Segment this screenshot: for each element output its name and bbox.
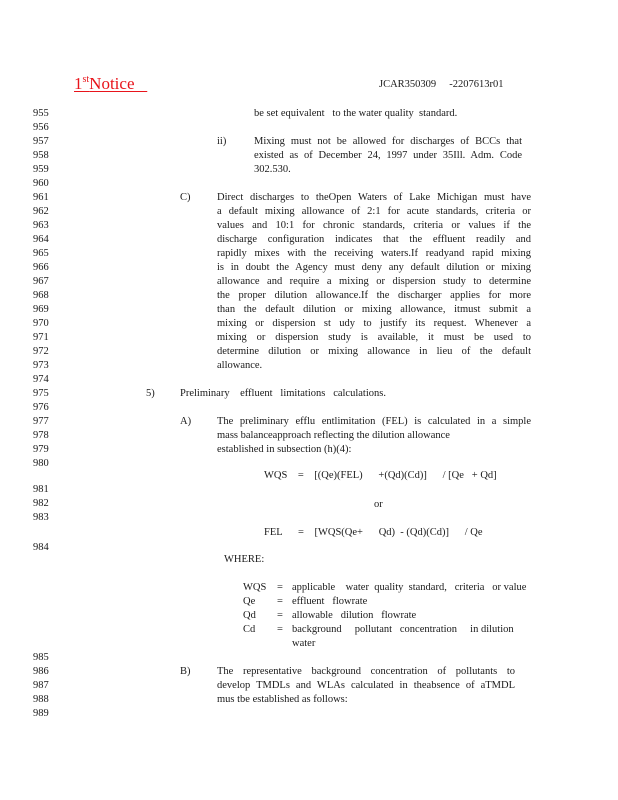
- line-number: 988: [33, 694, 49, 705]
- line-number: 968: [33, 290, 49, 301]
- section-heading: Preliminary effluent limitations calculations.: [180, 388, 386, 399]
- line-number: 955: [33, 108, 49, 119]
- line-number: 989: [33, 708, 49, 719]
- item-ii-line: existed as of December 24, 1997 under 35Ill. Adm. Code: [254, 150, 522, 161]
- line-number: 965: [33, 248, 49, 259]
- definition-text: applicable water quality standard, criteria or value: [292, 582, 527, 593]
- line-number: 964: [33, 234, 49, 245]
- definition-equals: =: [277, 610, 283, 621]
- item-c-line: mixing or dispersion study is available, it must be used to: [217, 332, 531, 343]
- continuation-text: be set equivalent to the water quality standard.: [254, 108, 458, 119]
- item-label-b: B): [180, 666, 191, 677]
- line-number: 956: [33, 122, 49, 133]
- item-c-line: a default mixing allowance of 2:1 for acute standards, criteria or: [217, 206, 531, 217]
- equation-fel: FEL = [WQS(Qe+ Qd) - (Qd)(Cd)] / Qe: [264, 527, 483, 538]
- item-ii-text: [254, 135, 522, 177]
- item-c-line: discharge configuration indicates that the effluent readily and: [217, 234, 531, 245]
- line-number: 960: [33, 178, 49, 189]
- line-number: 977: [33, 416, 49, 427]
- line-number: 975: [33, 388, 49, 399]
- item-b-line: mus tbe established as follows:: [217, 694, 348, 705]
- definition-symbol: WQS: [243, 582, 267, 593]
- line-number: 973: [33, 360, 49, 371]
- item-label-5: 5): [146, 388, 155, 399]
- line-number: 984: [33, 542, 49, 553]
- item-a-line: The preliminary efflu entlimitation (FEL) is calculated in a simple: [217, 416, 531, 427]
- line-number: 962: [33, 206, 49, 217]
- item-c-line: the proper dilution allowance.If the discharger applies for more: [217, 290, 531, 301]
- definition-text: background pollutant concentration in dilution: [292, 624, 514, 635]
- line-number: 963: [33, 220, 49, 231]
- item-b-line: develop TMDLs and WLAs calculated in theabsence of aTMDL: [217, 680, 515, 691]
- notice-superscript: st: [82, 74, 90, 85]
- item-ii-line: Mixing must not be allowed for discharges of BCCs that: [254, 136, 522, 147]
- item-c-line: determine dilution or mixing allowance in lieu of the default: [217, 346, 531, 357]
- line-number: 961: [33, 192, 49, 203]
- definition-text: allowable dilution flowrate: [292, 610, 417, 621]
- item-c-line: allowance and require a mixing or dispersion study to determine: [217, 276, 531, 287]
- definition-symbol: Qd: [243, 610, 256, 621]
- line-number: 987: [33, 680, 49, 691]
- item-label-c: C): [180, 192, 191, 203]
- equation-or: or: [374, 499, 383, 510]
- item-label-a: A): [180, 416, 192, 427]
- document-id: JCAR350309 -2207613r01: [379, 79, 504, 90]
- definition-symbol: Qe: [243, 596, 256, 607]
- definition-equals: =: [277, 596, 283, 607]
- line-number: 981: [33, 484, 49, 495]
- item-ii-line: 302.530.: [254, 164, 291, 175]
- item-c-line: mixing or dispersion st udy to justify its request. Whenever a: [217, 318, 531, 329]
- item-c-line: values and 10:1 for chronic standards, criteria or values if the: [217, 220, 531, 231]
- line-number: 970: [33, 318, 49, 329]
- definition-equals: =: [277, 624, 283, 635]
- definition-symbol: Cd: [243, 624, 256, 635]
- item-a-line: mass balanceapproach reflecting the dilution allowance: [217, 430, 450, 441]
- line-number: 982: [33, 498, 49, 509]
- item-c-text: [217, 191, 531, 373]
- where-label: WHERE:: [224, 554, 265, 565]
- notice-word: Notice: [89, 74, 135, 93]
- item-a-text: [217, 415, 531, 457]
- equation-wqs: WQS = [(Qe)(FEL) +(Qd)(Cd)] / [Qe + Qd]: [264, 470, 497, 481]
- line-number: 986: [33, 666, 49, 677]
- line-number: 969: [33, 304, 49, 315]
- line-number: 971: [33, 332, 49, 343]
- line-number: 979: [33, 444, 49, 455]
- item-a-line: established in subsection (h)(4):: [217, 444, 352, 455]
- line-number: 978: [33, 430, 49, 441]
- definition-equals: =: [277, 582, 283, 593]
- line-number: 985: [33, 652, 49, 663]
- item-c-line: is in doubt the Agency must deny any default dilution or mixing: [217, 262, 531, 273]
- notice-heading: [74, 74, 147, 94]
- item-c-line: Direct discharges to theOpen Waters of Lake Michigan must have: [217, 192, 531, 203]
- item-c-line: than the default dilution or mixing allowance, itmust submit a: [217, 304, 531, 315]
- line-number: 957: [33, 136, 49, 147]
- definition-text: effluent flowrate: [292, 596, 368, 607]
- line-number: 983: [33, 512, 49, 523]
- notice-number: 1: [74, 74, 83, 93]
- line-number: 974: [33, 374, 49, 385]
- line-number: 972: [33, 346, 49, 357]
- line-number: 980: [33, 458, 49, 469]
- line-number: 958: [33, 150, 49, 161]
- line-number: 966: [33, 262, 49, 273]
- item-b-line: The representative background concentration of pollutants to: [217, 666, 515, 677]
- item-c-line: allowance.: [217, 360, 263, 371]
- line-number: 959: [33, 164, 49, 175]
- line-number: 967: [33, 276, 49, 287]
- item-label-ii: ii): [217, 136, 227, 147]
- definition-text: water: [292, 638, 316, 649]
- item-c-line: rapidly mixes with the receiving waters.If readyand rapid mixing: [217, 248, 531, 259]
- item-b-text: [217, 665, 515, 707]
- line-number: 976: [33, 402, 49, 413]
